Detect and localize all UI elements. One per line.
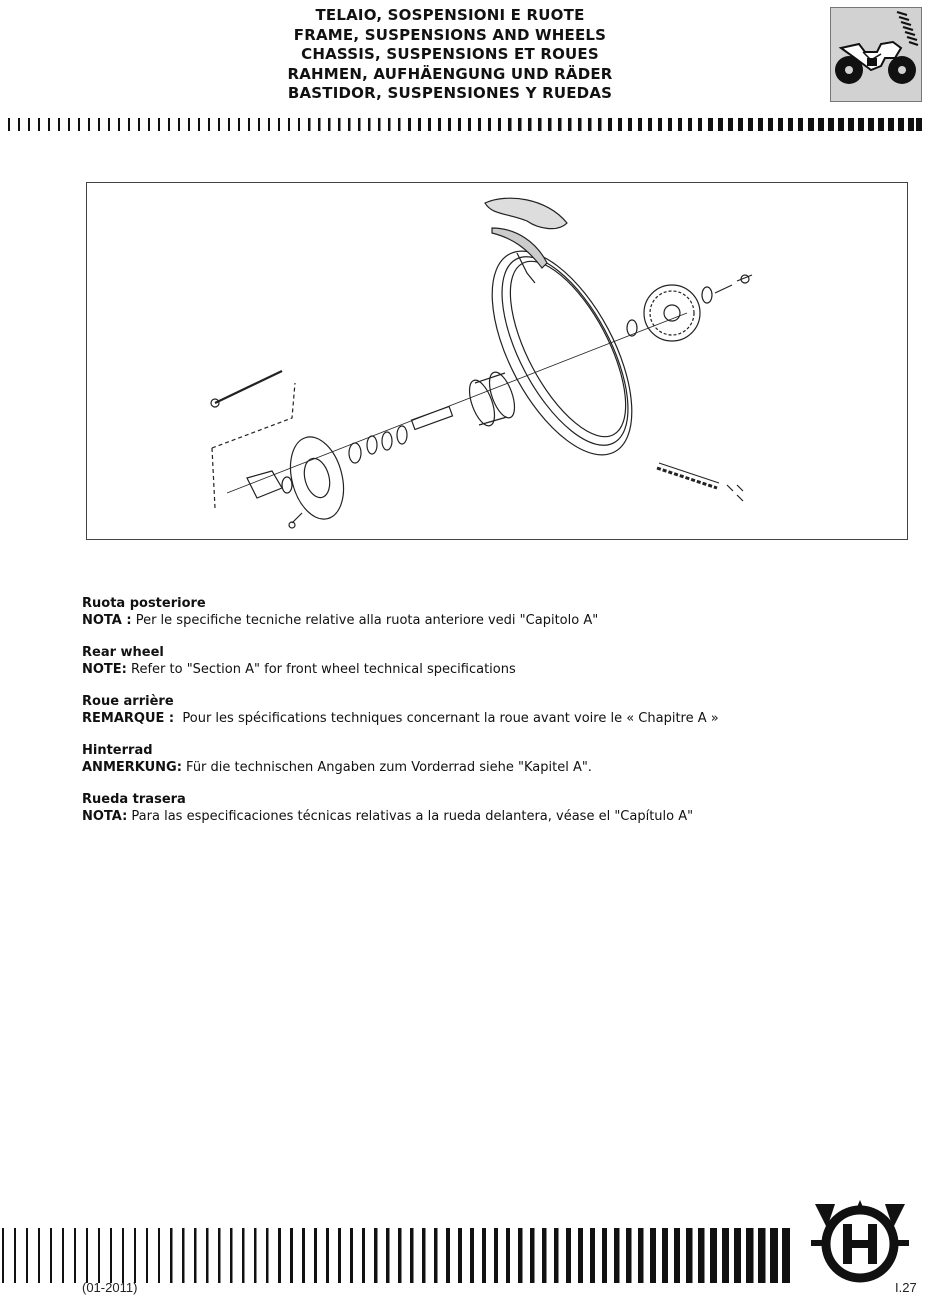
note-title: Roue arrière (82, 694, 174, 709)
title-de: RAHMEN, AUFHÄENGUNG UND RÄDER (287, 64, 613, 83)
note-text: Refer to "Section A" for front wheel technical specifications (126, 662, 516, 677)
note-title: Rueda trasera (82, 792, 186, 807)
note-text: Para las especificaciones técnicas relativas a la rueda delantera, véase el "Capítulo A" (127, 809, 694, 824)
note-label: NOTE: (82, 662, 127, 677)
husqvarna-logo (805, 1198, 915, 1286)
note-fr (82, 693, 922, 727)
bottom-divider-bar (0, 1218, 800, 1288)
note-de (82, 742, 922, 776)
rear-wheel-diagram-frame (86, 182, 908, 540)
note-label: ANMERKUNG: (82, 760, 182, 775)
title-it: TELAIO, SOSPENSIONI E RUOTE (315, 6, 585, 24)
title-en: FRAME, SUSPENSIONS AND WHEELS (293, 25, 607, 44)
page-number: I.27 (895, 1280, 917, 1295)
note-text: Für die technischen Angaben zum Vorderrad siehe "Kapitel A". (181, 760, 592, 775)
title-fr: CHASSIS, SUSPENSIONS ET ROUES (301, 45, 599, 63)
note-line (82, 808, 922, 825)
footer-date: (01-2011) (82, 1280, 138, 1295)
note-text: Pour les spécifications techniques concernant la roue avant voire le « Chapitre A » (174, 711, 719, 726)
note-it (82, 595, 922, 629)
note-en (82, 644, 922, 678)
note-title: Ruota posteriore (82, 596, 206, 611)
title-es: BASTIDOR, SUSPENSIONES Y RUEDAS (287, 84, 613, 102)
note-es (82, 791, 922, 825)
page-title-block (230, 6, 670, 104)
note-line (82, 612, 922, 629)
rear-wheel-exploded-view-icon (87, 183, 907, 539)
note-label: NOTA : (82, 613, 132, 628)
note-title: Rear wheel (82, 645, 164, 660)
note-line (82, 710, 922, 727)
note-title: Hinterrad (82, 743, 153, 758)
note-label: NOTA: (82, 809, 128, 824)
note-label: REMARQUE : (82, 711, 175, 726)
motorcycle-chassis-icon (830, 7, 922, 102)
notes-section (82, 595, 922, 840)
top-divider-bar (8, 118, 923, 131)
note-line (82, 759, 922, 776)
note-line (82, 661, 922, 678)
note-text: Per le specifiche tecniche relative alla ruota anteriore vedi "Capitolo A" (131, 613, 599, 628)
